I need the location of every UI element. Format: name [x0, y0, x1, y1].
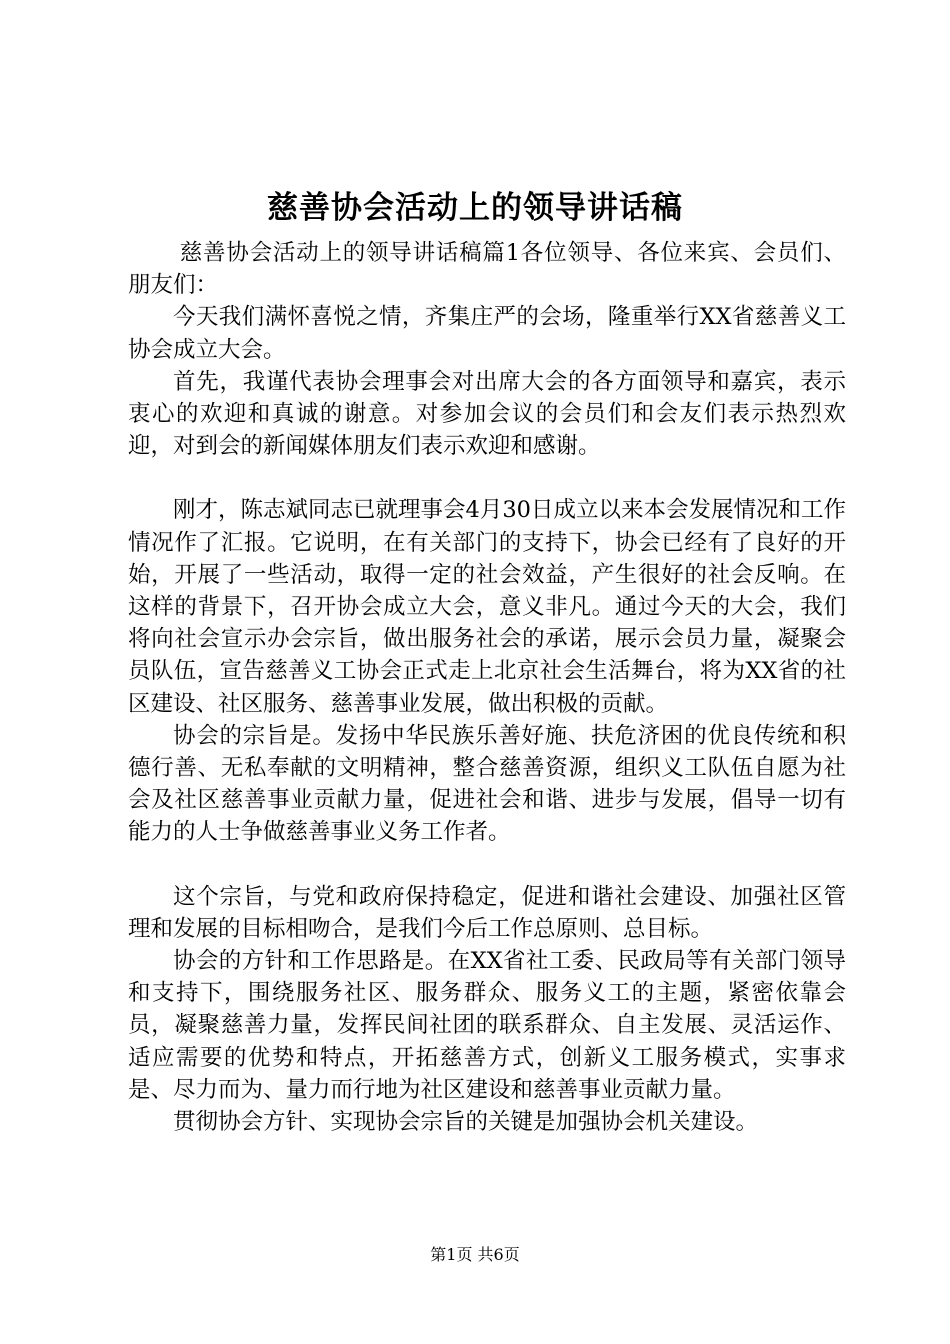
paragraph-policy: 协会的方针和工作思路是。在XX省社工委、民政局等有关部门领导和支持下，围绕服务社区、服务群众、服务义工的主题，紧密依靠会员，凝聚慈善力量，发挥民间社团的联系群众、自主发展、灵活运作、适应需要的优势和特点，开拓慈善方式，创新义工服务模式，实事求是、尽力而为、量力而行地为社区建设和慈善事业贡献力量。	[128, 948, 846, 1103]
document-body	[128, 237, 846, 1138]
paragraph-thanks: 首先，我谨代表协会理事会对出席大会的各方面领导和嘉宾，表示衷心的欢迎和真诚的谢意。对参加会议的会员们和会友们表示热烈欢迎，对到会的新闻媒体朋友们表示欢迎和感谢。	[128, 368, 846, 460]
paragraph-gap	[128, 462, 846, 494]
page-number: 第1页 共6页	[430, 1245, 520, 1264]
document-title: 慈善协会活动上的领导讲话稿	[267, 190, 683, 226]
paragraph-opening: 慈善协会活动上的领导讲话稿篇1各位领导、各位来宾、会员们、朋友们：	[128, 240, 846, 299]
paragraph-purpose: 协会的宗旨是。发扬中华民族乐善好施、扶危济困的优良传统和积德行善、无私奉献的文明精神，整合慈善资源，组织义工队伍自愿为社会及社区慈善事业贡献力量，促进社会和谐、进步与发展，倡导一切有能力的人士争做慈善事业义务工作者。	[128, 722, 846, 846]
paragraph-gap	[128, 849, 846, 881]
paragraph-welcome: 今天我们满怀喜悦之情，齐集庄严的会场，隆重举行XX省慈善义工协会成立大会。	[128, 304, 846, 363]
paragraph-key: 贯彻协会方针、实现协会宗旨的关键是加强协会机关建设。	[173, 1109, 759, 1136]
paragraph-report: 刚才，陈志斌同志已就理事会4月30日成立以来本会发展情况和工作情况作了汇报。它说明，在有关部门的支持下，协会已经有了良好的开始，开展了一些活动，取得一定的社会效益，产生很好的社会反响。在这样的背景下，召开协会成立大会，意义非凡。通过今天的大会，我们将向社会宣示办会宗旨，做出服务社会的承诺，展示会员力量，凝聚会员队伍，宣告慈善义工协会正式走上北京社会生活舞台，将为XX省的社区建设、社区服务、慈善事业发展，做出积极的贡献。	[128, 497, 846, 717]
paragraph-goal: 这个宗旨，与党和政府保持稳定，促进和谐社会建设、加强社区管理和发展的目标相吻合，是我们今后工作总原则、总目标。	[128, 883, 846, 942]
